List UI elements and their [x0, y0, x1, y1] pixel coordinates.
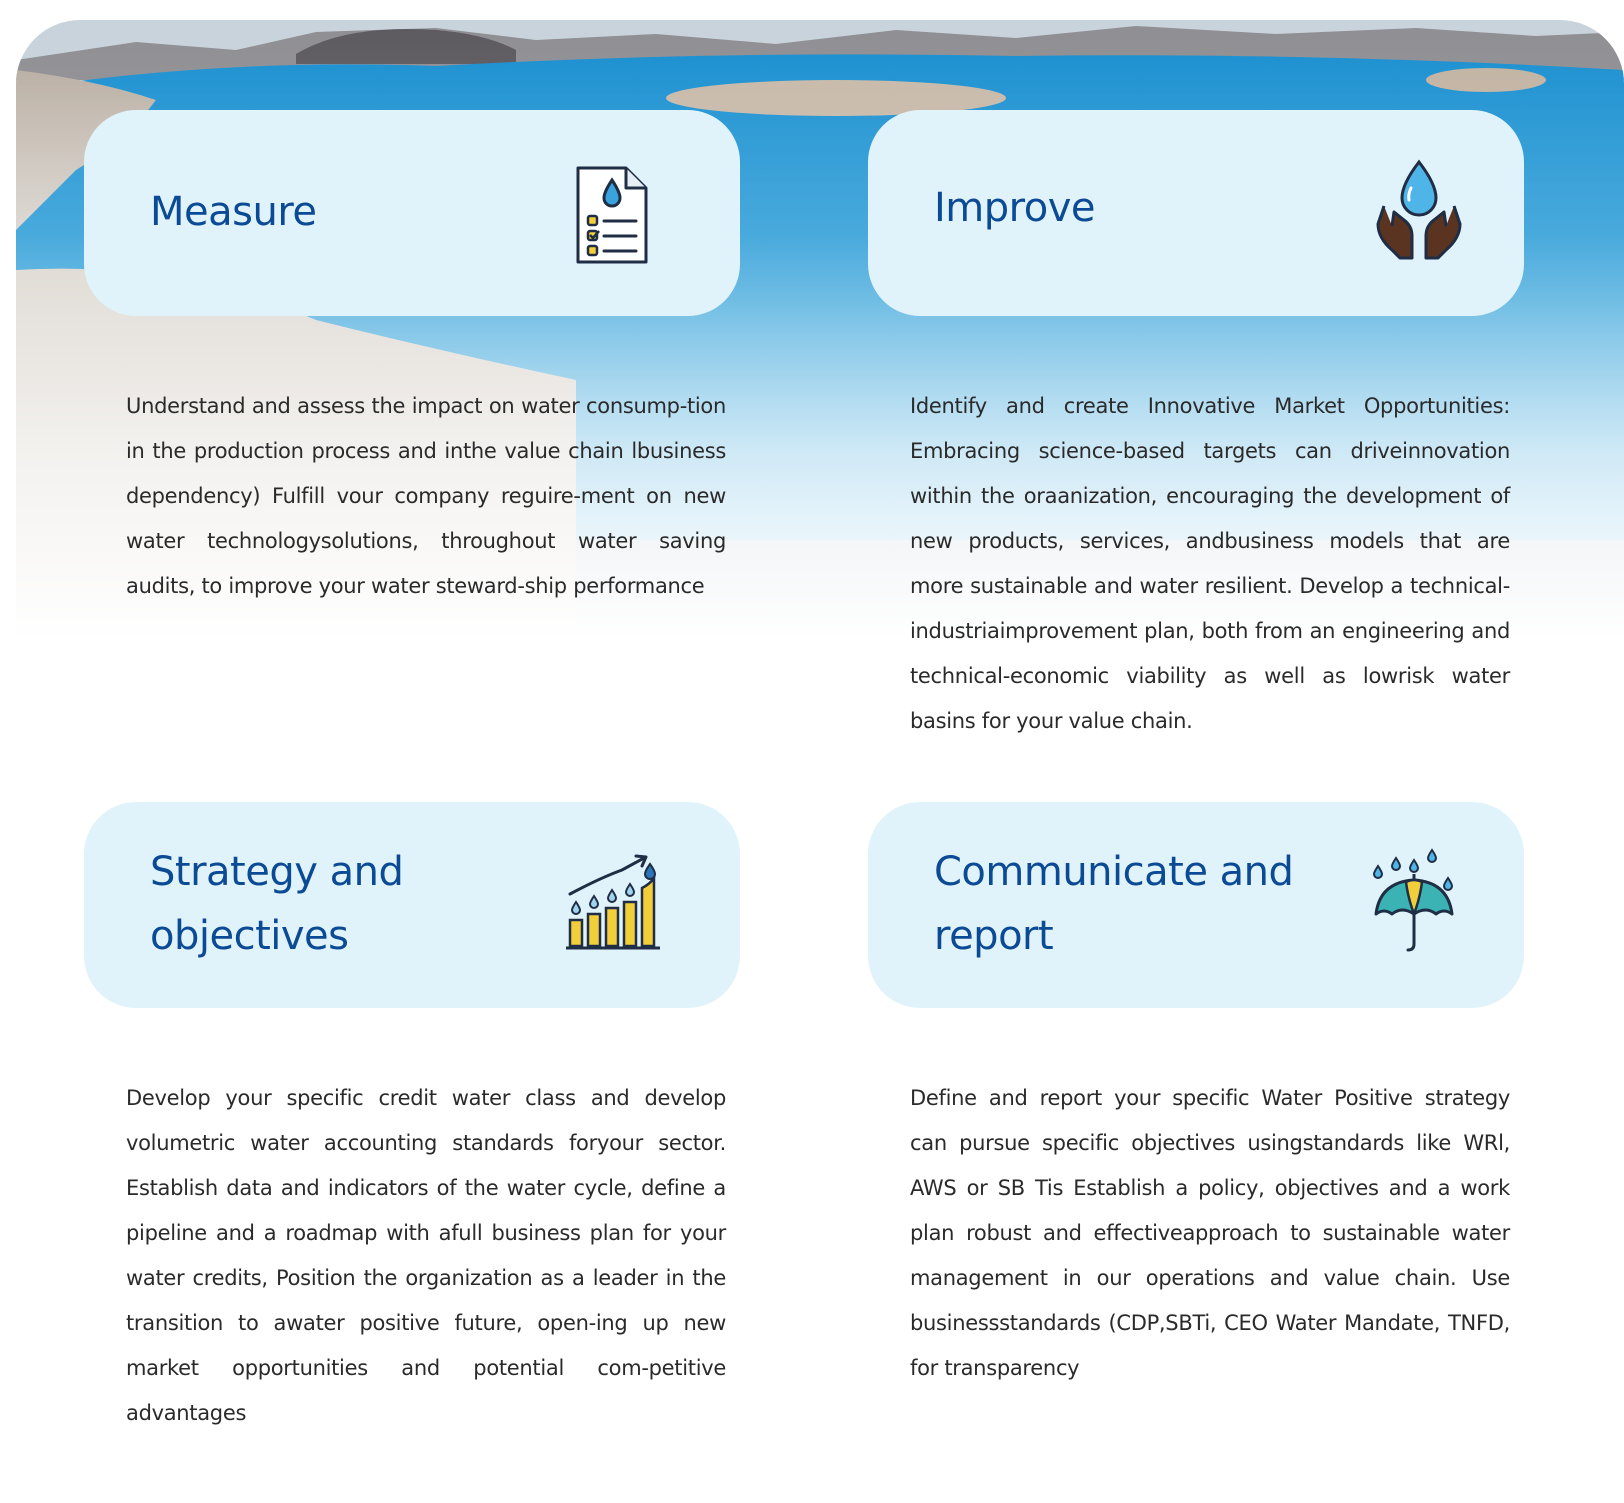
umbrella-rain-icon [1362, 846, 1472, 956]
card-communicate [868, 802, 1524, 1008]
card-title-communicate: Communicate and report [934, 849, 1294, 959]
description-improve: Identify and create Innovative Market Opportunities: Embracing science-based targets can driveinnovation within the oraanization, encouraging the development of new products, services, andbusiness models that are more sustainable and water resilient. Develop a technical-industriaimprovement plan, both from an engineering and technical-economic viability as well as lowrisk water basins for your value chain. [910, 394, 1510, 733]
card-title-measure: Measure [150, 189, 317, 235]
card-improve [868, 110, 1524, 316]
description-measure: Understand and assess the impact on water consump-tion in the production process and inthe value chain lbusiness dependency) Fulfill vour company reguire-ment on new water technologysolutions, throughout water saving audits, to improve your water steward-ship performance [126, 394, 726, 598]
water-growth-chart-icon [560, 848, 670, 958]
card-title-strategy: Strategy and objectives [150, 849, 404, 959]
water-report-checklist-icon [556, 158, 666, 268]
card-strategy [84, 802, 740, 1008]
card-measure [84, 110, 740, 316]
hands-water-drop-icon [1364, 154, 1474, 264]
description-communicate: Define and report your specific Water Positive strategy can pursue specific objectives usingstandards like WRl, AWS or SB Tis Establish a policy, objectives and a work plan robust and effectiveapproach to sustainable water management in our operations and value chain. Use businessstandards (CDP,SBTi, CEO Water Mandate, TNFD, for transparency [910, 1086, 1510, 1380]
description-strategy: Develop your specific credit water class and develop volumetric water accounting standards foryour sector. Establish data and indicators of the water cycle, define a pipeline and a roadmap with afull business plan for your water credits, Position the organization as a leader in the transition to awater positive future, open-ing up new market opportunities and potential com-petitive advantages [126, 1086, 726, 1425]
card-title-improve: Improve [934, 185, 1095, 231]
